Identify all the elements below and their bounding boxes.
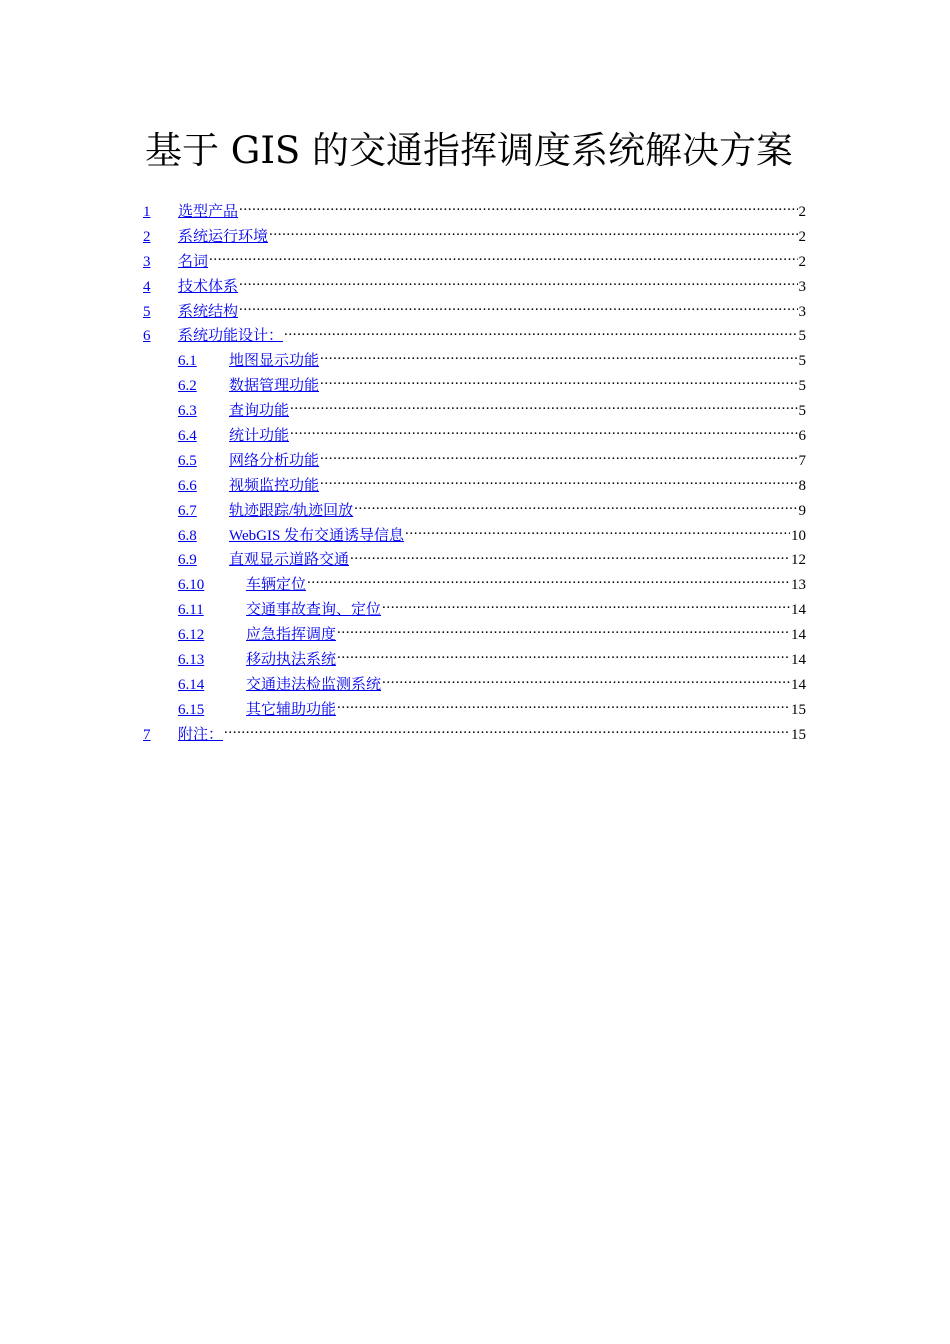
- toc-entry[interactable]: [143, 673, 806, 698]
- toc-page-number: 5: [798, 378, 806, 395]
- toc-dot-leader: [290, 425, 797, 440]
- toc-dot-leader: [382, 674, 790, 689]
- toc-dot-leader: [224, 724, 790, 739]
- toc-entry-number[interactable]: 6.3: [178, 403, 197, 420]
- page-title: 基于 GIS 的交通指挥调度系统解决方案: [145, 129, 794, 172]
- toc-page-number: 15: [791, 726, 806, 743]
- toc-page-number: 14: [791, 602, 806, 619]
- toc-page-number: 12: [791, 552, 806, 569]
- toc-entry[interactable]: [143, 573, 806, 598]
- toc-entry-number[interactable]: 6.1: [178, 353, 197, 370]
- toc-entry[interactable]: [143, 449, 806, 474]
- toc-page-number: 15: [791, 701, 806, 718]
- toc-entry-number[interactable]: 6.13: [178, 652, 205, 669]
- toc-entry-link[interactable]: 系统结构: [178, 303, 239, 320]
- toc-entry-number[interactable]: 6.6: [178, 477, 197, 494]
- toc-entry-link[interactable]: 轨迹跟踪/轨迹回放: [229, 502, 354, 519]
- toc-entry-number[interactable]: 5: [143, 303, 151, 320]
- toc-entry[interactable]: [143, 374, 806, 399]
- toc-entry[interactable]: [143, 300, 806, 325]
- toc-entry[interactable]: [143, 499, 806, 524]
- toc-entry-number[interactable]: 7: [143, 726, 151, 743]
- toc-page-number: 6: [798, 428, 806, 445]
- toc-entry-link[interactable]: 系统功能设计：: [178, 328, 284, 345]
- toc-entry-number[interactable]: 6.11: [178, 602, 204, 619]
- toc-entry-number[interactable]: 1: [143, 204, 151, 220]
- toc-page-number: 14: [791, 652, 806, 669]
- toc-page-number: 5: [798, 353, 806, 370]
- toc-dot-leader: [239, 301, 797, 316]
- toc-entry[interactable]: [143, 250, 806, 275]
- table-of-contents: [143, 200, 806, 748]
- toc-entry[interactable]: [143, 623, 806, 648]
- toc-entry-link[interactable]: 交通事故查询、定位: [246, 602, 382, 619]
- toc-dot-leader: [320, 475, 797, 490]
- toc-entry-link[interactable]: 查询功能: [229, 403, 290, 420]
- toc-entry-link[interactable]: 网络分析功能: [229, 452, 320, 469]
- toc-entry[interactable]: [143, 200, 806, 225]
- toc-dot-leader: [284, 325, 797, 340]
- toc-page-number: 5: [798, 328, 806, 345]
- toc-entry[interactable]: [143, 548, 806, 573]
- toc-dot-leader: [350, 549, 790, 564]
- toc-entry-link[interactable]: 交通违法检监测系统: [246, 676, 382, 693]
- toc-page-number: 13: [791, 577, 806, 594]
- toc-entry-number[interactable]: 6.12: [178, 627, 205, 644]
- toc-entry-number[interactable]: 6.4: [178, 428, 197, 445]
- toc-page-number: 3: [798, 303, 806, 320]
- toc-dot-leader: [209, 251, 797, 266]
- toc-entry[interactable]: [143, 698, 806, 723]
- toc-entry-number[interactable]: 6.2: [178, 378, 197, 395]
- toc-entry-link[interactable]: 车辆定位: [246, 577, 307, 594]
- toc-entry[interactable]: [143, 474, 806, 499]
- toc-entry-link[interactable]: 其它辅助功能: [246, 701, 337, 718]
- toc-dot-leader: [405, 525, 790, 540]
- toc-dot-leader: [354, 500, 797, 515]
- toc-entry[interactable]: [143, 324, 806, 349]
- toc-entry-link[interactable]: 技术体系: [178, 278, 239, 295]
- toc-entry[interactable]: [143, 424, 806, 449]
- toc-page-number: 14: [791, 627, 806, 644]
- toc-dot-leader: [269, 226, 797, 241]
- toc-entry-number[interactable]: 6.10: [178, 577, 205, 594]
- toc-entry[interactable]: [143, 275, 806, 300]
- toc-page-number: 2: [798, 253, 806, 270]
- toc-page-number: 2: [798, 228, 806, 245]
- toc-entry[interactable]: [143, 399, 806, 424]
- toc-entry-link[interactable]: 视频监控功能: [229, 477, 320, 494]
- toc-entry-number[interactable]: 6.9: [178, 552, 197, 569]
- toc-entry-link[interactable]: 移动执法系统: [246, 652, 337, 669]
- toc-page-number: 5: [798, 403, 806, 420]
- toc-entry-link[interactable]: 数据管理功能: [229, 378, 320, 395]
- toc-entry[interactable]: [143, 723, 806, 748]
- toc-entry-number[interactable]: 6.7: [178, 502, 197, 519]
- toc-entry-link[interactable]: 系统运行环境: [178, 228, 269, 245]
- toc-entry-link[interactable]: 应急指挥调度: [246, 627, 337, 644]
- toc-entry-number[interactable]: 6.14: [178, 676, 205, 693]
- toc-entry[interactable]: [143, 524, 806, 549]
- toc-dot-leader: [239, 201, 797, 216]
- toc-page-number: 10: [791, 527, 806, 544]
- toc-dot-leader: [320, 350, 797, 365]
- toc-entry-link[interactable]: 附注：: [178, 726, 224, 743]
- toc-entry-link[interactable]: 选型产品: [178, 204, 239, 220]
- toc-dot-leader: [382, 599, 790, 614]
- toc-entry-number[interactable]: 3: [143, 253, 151, 270]
- toc-page-number: 3: [798, 278, 806, 295]
- toc-entry[interactable]: [143, 225, 806, 250]
- toc-entry-number[interactable]: 6.5: [178, 452, 197, 469]
- toc-dot-leader: [320, 375, 797, 390]
- toc-entry[interactable]: [143, 598, 806, 623]
- toc-entry-link[interactable]: 统计功能: [229, 428, 290, 445]
- toc-entry-number[interactable]: 6: [143, 328, 151, 345]
- toc-page-number: 2: [798, 204, 806, 220]
- toc-entry-number[interactable]: 6.15: [178, 701, 205, 718]
- toc-page-number: 7: [798, 452, 806, 469]
- toc-entry-number[interactable]: 4: [143, 278, 151, 295]
- toc-dot-leader: [290, 400, 797, 415]
- toc-entry-link[interactable]: 名词: [178, 253, 209, 270]
- toc-page-number: 9: [798, 502, 806, 519]
- toc-entry-link[interactable]: 直观显示道路交通: [229, 552, 350, 569]
- toc-dot-leader: [337, 624, 790, 639]
- toc-entry[interactable]: [143, 349, 806, 374]
- toc-dot-leader: [337, 699, 790, 714]
- toc-dot-leader: [320, 450, 797, 465]
- toc-dot-leader: [337, 649, 790, 664]
- toc-page-number: 8: [798, 477, 806, 494]
- toc-dot-leader: [307, 574, 790, 589]
- toc-entry-link[interactable]: WebGIS 发布交通诱导信息: [229, 527, 405, 544]
- toc-dot-leader: [239, 276, 797, 291]
- toc-entry-link[interactable]: 地图显示功能: [229, 353, 320, 370]
- toc-page-number: 14: [791, 676, 806, 693]
- toc-entry[interactable]: [143, 648, 806, 673]
- toc-entry-number[interactable]: 2: [143, 228, 151, 245]
- toc-entry-number[interactable]: 6.8: [178, 527, 197, 544]
